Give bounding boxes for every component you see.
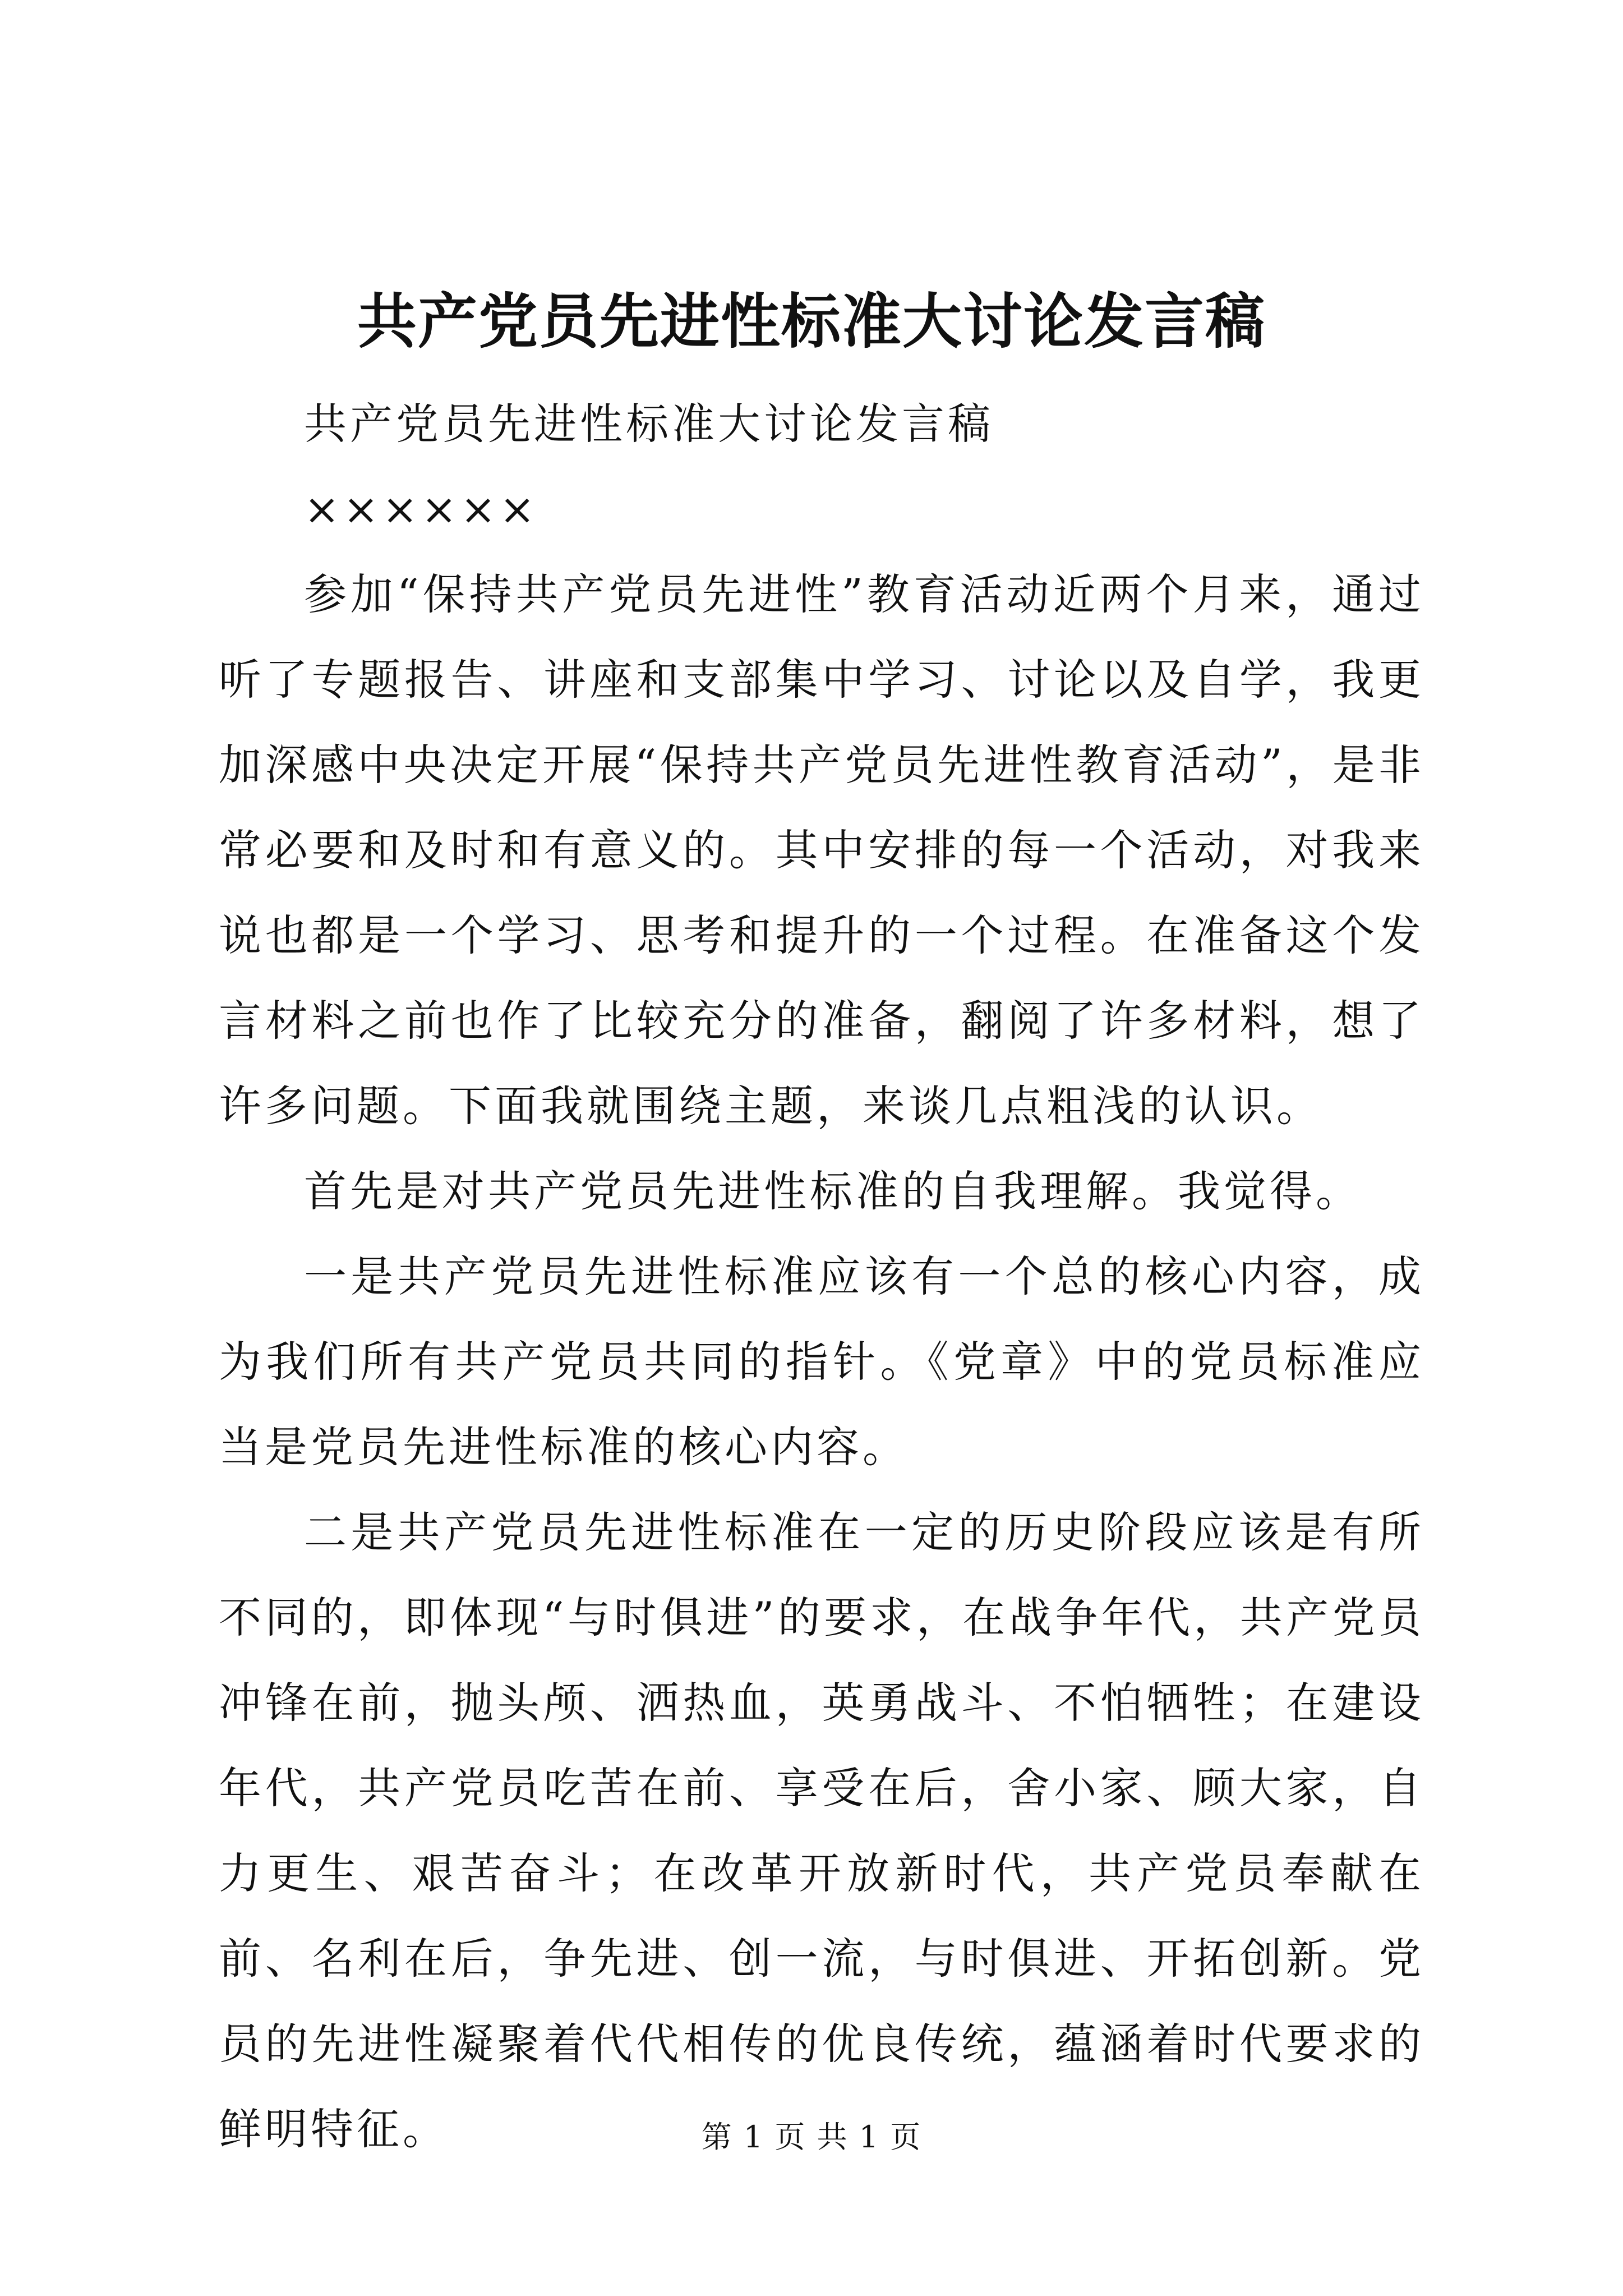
paragraph-understanding: 首先是对共产党员先进性标准的自我理解。我觉得。 — [304, 1166, 1362, 1216]
paragraph-intro: 参加“保持共产党员先进性”教育活动近两个月来，通过听了专题报告、讲座和支部集中学习、讨论以及自学，我更加深感中央决定开展“保持共产党员先进性教育活动”，是非常必要和及时和有意义的。其中安排的每一个活动，对我来说也都是一个学习、思考和提升的一个过程。在准备这个发言材料之前也作了比较充分的准备，翻阅了许多材料，想了许多问题。下面我就围绕主题，来谈几点粗浅的认识。 — [219, 569, 1424, 1131]
paragraph-point-one: 一是共产党员先进性标准应该有一个总的核心内容，成为我们所有共产党员共同的指针。《党章》中的党员标准应当是党员先进性标准的核心内容。 — [219, 1251, 1424, 1472]
document-body — [219, 381, 1424, 2172]
page-footer: 第 1 页 共 1 页 — [701, 2119, 922, 2155]
paragraph-author: ×××××× — [304, 484, 539, 534]
paragraph-subtitle: 共产党员先进性标准大讨论发言稿 — [304, 399, 994, 449]
paragraph-point-two: 二是共产党员先进性标准在一定的历史阶段应该是有所不同的，即体现“与时俱进”的要求，在战争年代，共产党员冲锋在前，抛头颅、洒热血，英勇战斗、不怕牺牲；在建设年代，共产党员吃苦在前、享受在后，舍小家、顾大家，自力更生、艰苦奋斗；在改革开放新时代，共产党员奉献在前、名利在后，争先进、创一流，与时俱进、开拓创新。党员的先进性凝聚着代代相传的优良传统，蕴涵着时代要求的鲜明特征。 — [219, 1507, 1424, 2154]
document-title: 共产党员先进性标准大讨论发言稿 — [357, 286, 1266, 356]
